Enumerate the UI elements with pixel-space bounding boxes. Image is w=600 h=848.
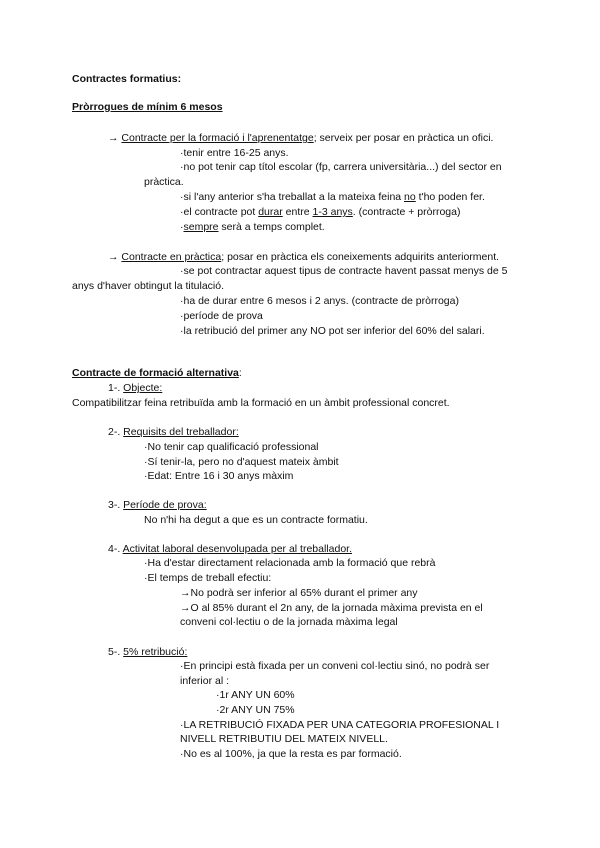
aprenentatge-desc: ; serveix per posar en pràctica un ofici. <box>313 132 494 144</box>
page-title: Contractes formatius: <box>72 73 182 85</box>
retribucio-line-4: ·2r ANY UN 75% <box>216 704 295 716</box>
item-number: 4-. <box>108 543 123 555</box>
activitat-line-2: ·El temps de treball efectiu: <box>144 572 272 584</box>
item-number: 5-. <box>108 646 124 658</box>
alternativa-title <box>72 366 242 380</box>
arrow-icon: → <box>108 132 119 144</box>
text-anys: 1-3 anys <box>312 206 353 218</box>
retribucio-line-6: NIVELL RETRIBUTIU DEL MATEIX NIVELL. <box>180 733 388 745</box>
text: serà a temps complet. <box>218 221 325 233</box>
aprenentatge-title: Contracte per la formació i l'aprenentatge <box>121 132 314 144</box>
arrow-icon: → <box>108 251 119 263</box>
text: entre <box>282 206 313 218</box>
practica-line-1: ·se pot contractar aquest tipus de contracte havent passat menys de 5 <box>180 265 508 277</box>
practica-line-2: ·ha de durar entre 6 mesos i 2 anys. (contracte de pròrroga) <box>180 295 459 307</box>
prova-text: No n'hi ha degut a que es un contracte formatiu. <box>144 514 368 526</box>
practica-line-3: ·període de prova <box>180 310 263 322</box>
activitat-line-4: →O al 85% durant el 2n any, de la jornada màxima prevista en el <box>180 602 483 614</box>
aprenentatge-heading <box>108 131 493 145</box>
text-no: no <box>404 191 416 203</box>
practica-desc: ; posar en pràctica els coneixements adquirits anteriorment. <box>221 251 500 263</box>
prova-heading <box>108 498 207 512</box>
item-title: Objecte: <box>123 382 163 394</box>
aprenentatge-line-1: ·tenir entre 16-25 anys. <box>180 147 289 159</box>
section-subtitle: Pròrrogues de mínim 6 mesos <box>72 101 223 113</box>
text: ·el contracte pot <box>180 206 259 218</box>
text-durar: durar <box>258 206 283 218</box>
aprenentatge-line-2b: pràctica. <box>144 176 184 188</box>
practica-heading <box>108 250 499 264</box>
alternativa-title-text: Contracte de formació alternativa <box>72 367 239 379</box>
requisits-line-2: ·Sí tenir-la, pero no d'aquest mateix àmbit <box>144 456 339 468</box>
item-title: Activitat laboral desenvolupada per al treballador. <box>122 543 352 555</box>
retribucio-line-5: ·LA RETRIBUCIÓ FIXADA PER UNA CATEGORIA PROFESIONAL I <box>180 719 500 731</box>
item-number: 2-. <box>108 426 124 438</box>
retribucio-line-1: ·En principi està fixada per un conveni col·lectiu sinó, no podrà ser <box>180 660 490 672</box>
aprenentatge-line-2: ·no pot tenir cap títol escolar (fp, carrera universitària...) del sector en <box>180 161 502 173</box>
activitat-line-3: →No podrà ser inferior al 65% durant el primer any <box>180 587 418 599</box>
aprenentatge-line-4 <box>180 205 460 219</box>
activitat-heading <box>108 542 352 556</box>
requisits-line-3: ·Edat: Entre 16 i 30 anys màxim <box>144 470 294 482</box>
item-title: Requisits del treballador: <box>123 426 239 438</box>
aprenentatge-line-3 <box>180 190 485 204</box>
retribucio-line-3: ·1r ANY UN 60% <box>216 689 295 701</box>
aprenentatge-line-5: ·sempre serà a temps complet. <box>180 221 325 233</box>
practica-line-4: ·la retribució del primer any NO pot ser inferior del 60% del salari. <box>180 325 485 337</box>
text: . (contracte + pròrroga) <box>352 206 461 218</box>
requisits-heading <box>108 425 239 439</box>
item-title: Període de prova: <box>123 499 207 511</box>
activitat-line-1: ·Ha d'estar directament relacionada amb la formació que rebrà <box>144 557 436 569</box>
text: t'ho poden fer. <box>415 191 485 203</box>
retribucio-line-2: inferior al : <box>180 675 230 687</box>
item-number: 3-. <box>108 499 124 511</box>
colon: : <box>238 367 242 379</box>
item-title: 5% retribució: <box>123 646 188 658</box>
practica-title: Contracte en pràctica <box>121 251 222 263</box>
requisits-line-1: ·No tenir cap qualificació professional <box>144 441 319 453</box>
objecte-heading <box>108 381 162 395</box>
objecte-text: Compatibilitzar feina retribuïda amb la formació en un àmbit professional concret. <box>72 397 450 409</box>
text: ·si l'any anterior s'ha treballat a la mateixa feina <box>180 191 405 203</box>
item-number: 1-. <box>108 382 124 394</box>
activitat-line-5: conveni col·lectiu o de la jornada màxima legal <box>180 616 398 628</box>
practica-line-1b: anys d'haver obtingut la titulació. <box>72 280 225 292</box>
retribucio-line-7: ·No es al 100%, ja que la resta es par formació. <box>180 748 402 760</box>
retribucio-heading <box>108 645 187 659</box>
text-sempre: sempre <box>183 221 219 233</box>
